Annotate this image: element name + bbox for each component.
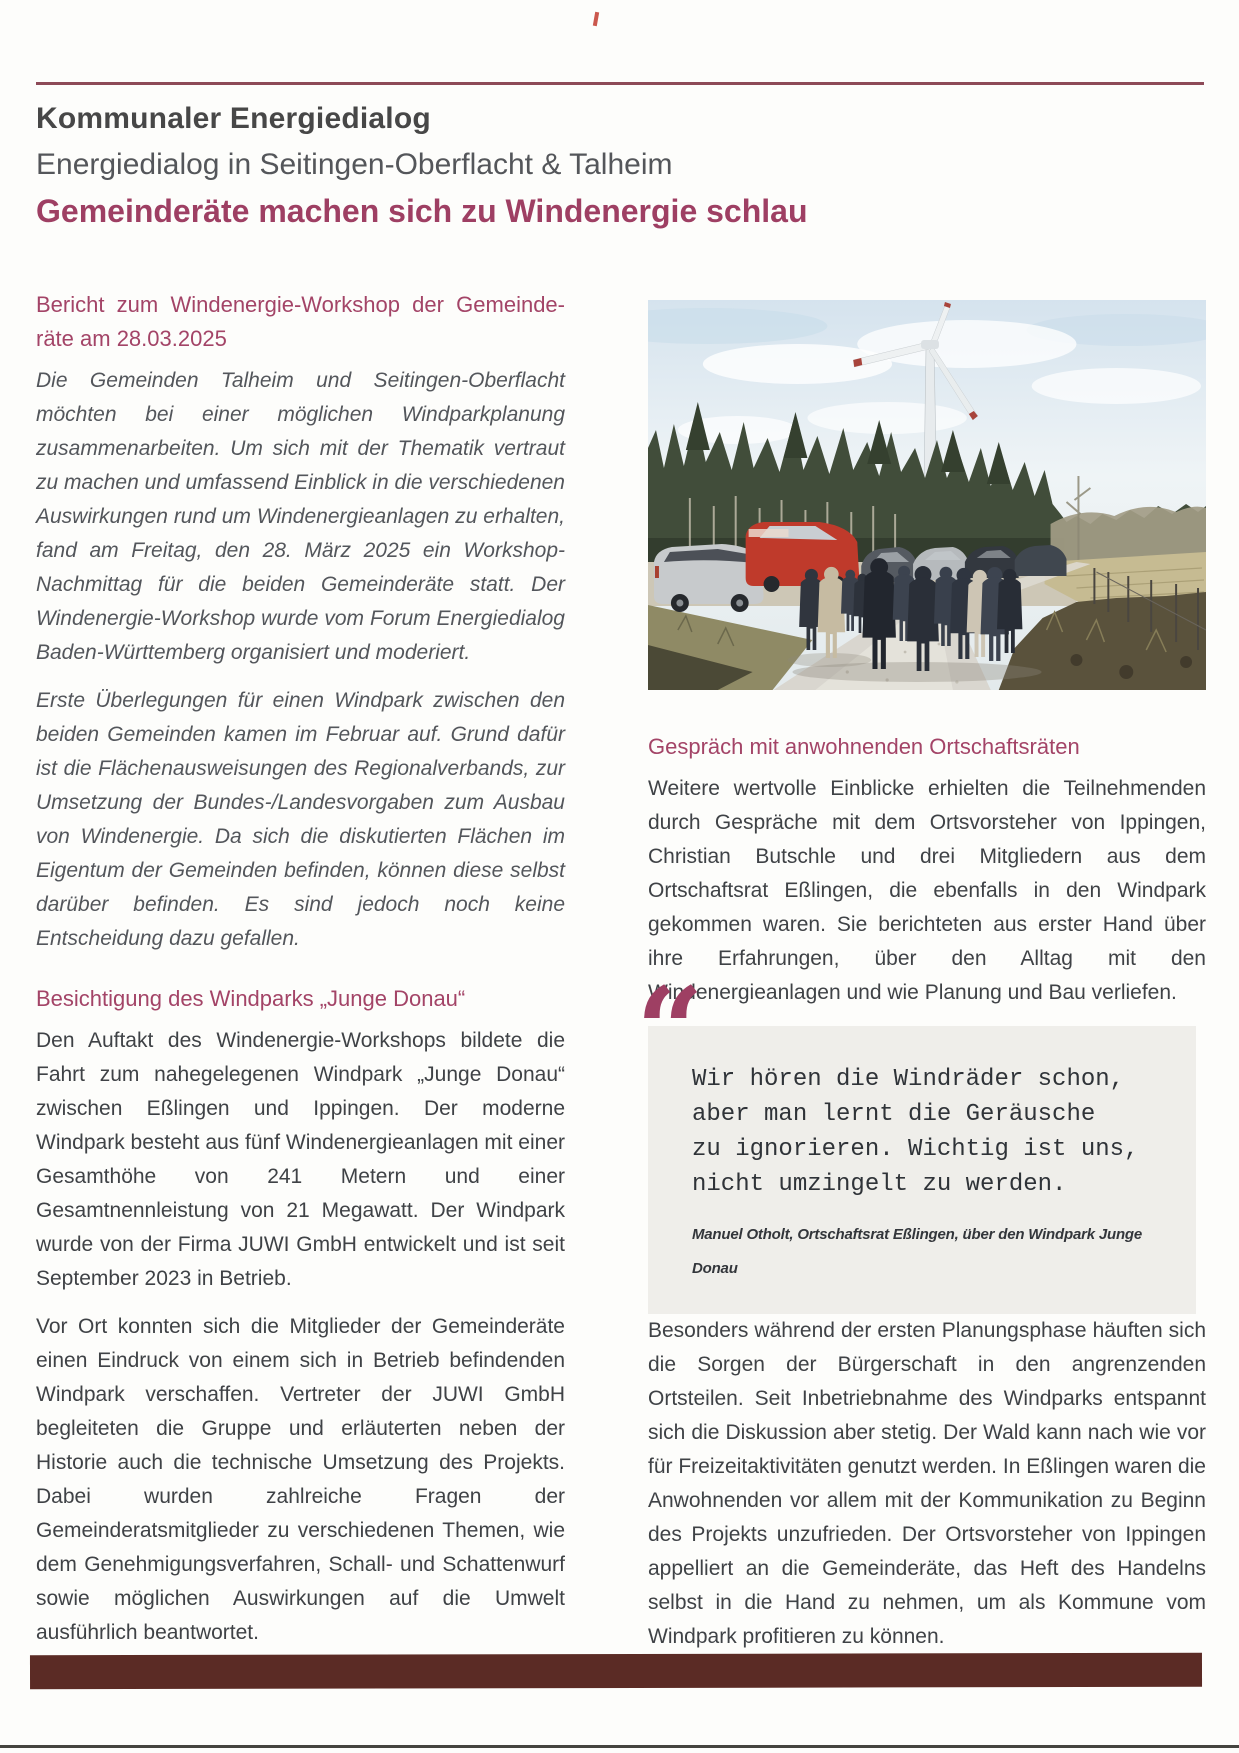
right-column — [636, 300, 1206, 1668]
pull-quote — [636, 961, 1196, 1314]
quote-mark-icon: “ — [636, 961, 704, 1100]
quote-box — [648, 1026, 1196, 1314]
section-heading-report-line2: räte am 28.03.2025 — [36, 326, 227, 351]
quote-line-3: zu ignorieren. Wichtig ist uns, — [692, 1136, 1139, 1163]
closing-paragraph: Besonders während der ersten Planungsphase häuften sich die Sorgen der Bürgerschaft in den angrenzenden Ortsteilen. Seit Inbetriebnahme des Windparks entspannt sich die Diskussion aber stetig. Der Wald kann nach wie vor für Freizeitaktivitäten genutzt werden. In Eßlingen waren die Anwohnenden vor allem mit der Kommunikation zu Beginn des Projekts unzufrieden. Der Ortsvorsteher von Ippingen appelliert an die Gemeinderäte, das Heft des Handelns selbst in die Hand zu nehmen, um als Kommune vom Windpark profitieren zu können. — [648, 1319, 1206, 1648]
visit-paragraph-2: Vor Ort konnten sich die Mitglieder der Gemeinderäte einen Eindruck von einem sich in Betrieb befindenden Windpark verschaffen. Vertreter der JUWI GmbH begleiteten die Gruppe und erläuterten neben der Historie auch die technische Umsetzung des Projekts. Dabei wurden zahlreiche Fragen der Gemeinderatsmitglieder zu verschiedenen Themen, wie dem Genehmigungsverfahren, Schall- und Schattenwurf sowie möglichen Auswirkungen auf die Umwelt ausführlich beantwortet. — [36, 1315, 565, 1644]
page-subtitle: Energiedialog in Seitingen-Oberflacht & Talheim — [36, 148, 673, 181]
report-paragraph-1: Die Gemeinden Talheim und Seitingen-Oberflacht möchten bei einer möglichen Windparkplanung zusammenarbeiten. Um sich mit der Thematik vertraut zu machen und umfassend Einblick in die verschiedenen Auswirkungen rund um Windenergieanlagen zu erhalten, fand am Freitag, den 28. März 2025 ein Workshop-Nachmittag für die beiden Gemeinderäte statt. Der Windenergie-Workshop wurde vom Forum Energiedialog Baden-Württemberg organisiert und moderiert. — [36, 369, 565, 664]
quote-line-4: nicht umzingelt zu werden. — [692, 1171, 1067, 1198]
scan-artifact-mark — [593, 12, 599, 26]
section-heading-talk: Gespräch mit anwohnenden Ortschaftsräten — [648, 734, 1080, 759]
page-header — [36, 96, 1206, 235]
left-column — [36, 288, 565, 1664]
workshop-photo-illustration — [648, 300, 1206, 690]
quote-line-2: aber man lernt die Geräusche — [692, 1101, 1096, 1128]
report-paragraph-2: Erste Überlegungen für einen Windpark zwischen den beiden Gemeinden kamen im Februar auf. Grund dafür ist die Flächenausweisungen des Regionalverbands, zur Umsetzung der Bundes-/Landesvorgaben zum Ausbau von Windenergie. Da sich die diskutierten Flächen im Eigentum der Gemeinden befinden, können diese selbst darüber befinden. Es sind jedoch noch keine Entscheidung dazu gefallen. — [36, 689, 565, 950]
quote-line-1: Wir hören die Windräder schon, — [692, 1066, 1125, 1093]
page-bottom-edge — [0, 1745, 1239, 1748]
footer-bar — [30, 1653, 1202, 1689]
page-headline: Gemeinderäte machen sich zu Windenergie schlau — [36, 193, 808, 229]
quote-attribution: Manuel Otholt, Ortschaftsrat Eßlingen, über den Windpark Junge Donau — [692, 1226, 1143, 1277]
page-kicker: Kommunaler Energiedialog — [36, 102, 431, 135]
section-heading-report-line1: Bericht zum Windenergie-Workshop der Gemeinde- — [36, 292, 565, 317]
workshop-photo — [648, 300, 1206, 690]
talk-paragraph-1: Weitere wertvolle Einblicke erhielten die Teilnehmenden durch Gespräche mit dem Ortsvorsteher von Ippingen, Christian Butschle und drei Mitgliedern aus dem Ortschaftsrat Eßlingen, die ebenfalls in den Windpark gekommen waren. Sie berichteten aus erster Hand über ihre Erfahrungen, über den Alltag mit den Windenergieanlagen und wie Planung und Bau verliefen. — [648, 777, 1206, 1004]
section-heading-visit: Besichtigung des Windparks „Junge Donau“ — [36, 986, 466, 1011]
visit-paragraph-1: Den Auftakt des Windenergie-Workshops bildete die Fahrt zum nahegelegenen Windpark „Junge Donau“ zwischen Eßlingen und Ippingen. Der moderne Windpark besteht aus fünf Windenergieanlagen mit einer Gesamthöhe von 241 Metern und einer Gesamtnennleistung von 21 Megawatt. Der Windpark wurde von der Firma JUWI GmbH entwickelt und ist seit September 2023 in Betrieb. — [36, 1029, 565, 1290]
top-rule — [36, 82, 1204, 85]
section-heading-report — [36, 288, 565, 356]
